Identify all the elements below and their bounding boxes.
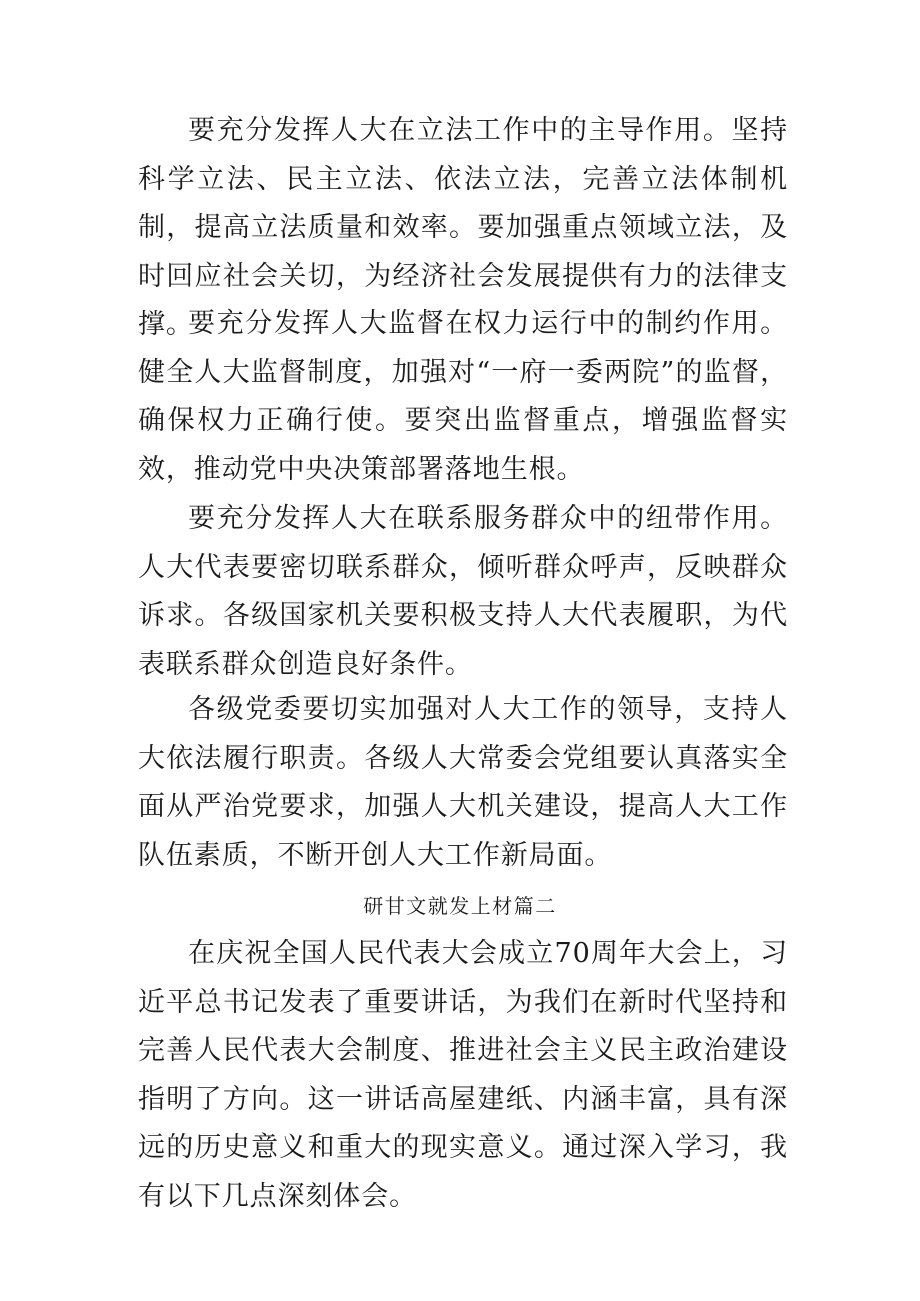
paragraph-section-two-intro: 在庆祝全国人民代表大会成立70周年大会上，习近平总书记发表了重要讲话，为我们在新时代坚持和完善人民代表大会制度、推进社会主义民主政治建设指明了方向。这一讲话高屋建纸、内涵丰富，具有深远的历史意义和重大的现实意义。通过深入学习，我有以下几点深刻体会。 xyxy=(138,938,788,1212)
paragraph-connection: 要充分发挥人大在联系服务群众中的纽带作用。人大代表要密切联系群众，倾听群众呼声，反映群众诉求。各级国家机关要积极支持人大代表履职，为代表联系群众创造良好条件。 xyxy=(138,503,788,680)
section-heading: 研甘文就发上材篇二 xyxy=(363,894,557,918)
paragraph-supervision: 要充分发挥人大监督在权力运行中的制约作用。健全人大监督制度，加强对“一府一委两院”的监督，确保权力正确行使。要突出监督重点，增强监督实效，推动党中央决策部署落地生根。 xyxy=(138,308,788,485)
paragraph-leadership: 各级党委要切实加强对人大工作的领导，支持人大依法履行职责。各级人大常委会党组要认真落实全面从严治党要求，加强人大机关建设，提高人大工作队伍素质，不断开创人大工作新局面。 xyxy=(138,694,788,871)
paragraph-legislation: 要充分发挥人大在立法工作中的主导作用。坚持科学立法、民主立法、依法立法，完善立法体制机制，提高立法质量和效率。要加强重点领域立法，及时回应社会关切，为经济社会发展提供有力的法律支撑。 xyxy=(138,115,788,340)
